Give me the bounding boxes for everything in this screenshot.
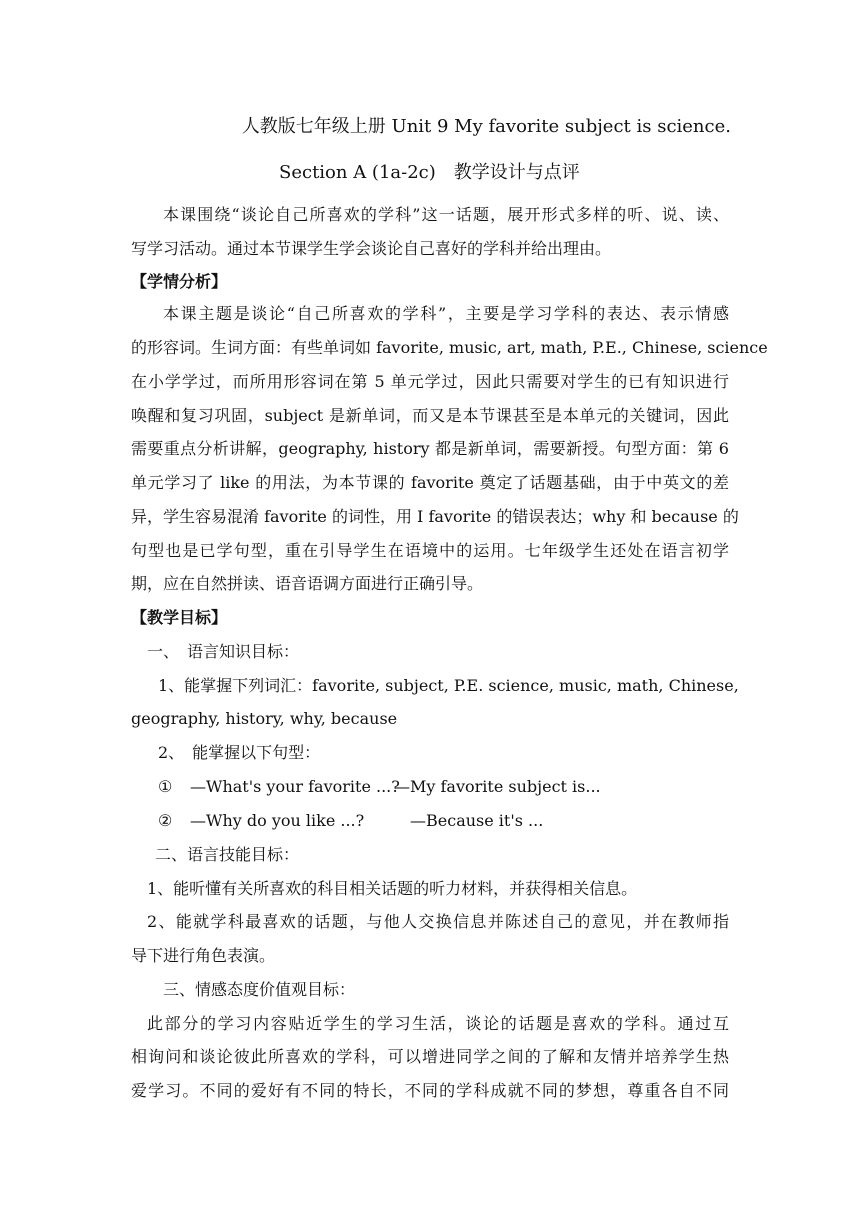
analysis-line-3: 在小学学过，而所用形容词在第 5 单元学过，因此只需要对学生的已有知识进行 [131, 372, 729, 391]
goal3-line-3: 爱学习。不同的爱好有不同的特长，不同的学科成就不同的梦想，尊重各自不同 [131, 1081, 729, 1100]
intro-line-2: 写学习活动。通过本节课学生学会谈论自己喜好的学科并给出理由。 [131, 239, 612, 258]
goal2-item-2-line-2: 导下进行角色表演。 [131, 946, 276, 965]
goal3-line-2: 相询问和谈论彼此所喜欢的学科，可以增进同学之间的了解和友情并培养学生热 [131, 1047, 729, 1066]
analysis-line-2: 的形容词。生词方面：有些单词如 favorite, music, art, math, P.E., Chinese, science [131, 338, 768, 357]
goal1-title: 一、 语言知识目标： [147, 642, 300, 661]
intro-line-1: 本课围绕“谈论自己所喜欢的学科”这一话题，展开形式多样的听、说、读、 [163, 205, 729, 224]
analysis-line-8: 句型也是已学句型，重在引导学生在语境中的运用。七年级学生还处在语言初学 [131, 541, 729, 560]
sentence1-number: ① [158, 777, 173, 796]
heading-student-analysis: 【学情分析】 [131, 272, 228, 291]
analysis-line-9: 期，应在自然拼读、语音语调方面进行正确引导。 [131, 574, 484, 593]
sentence2-question: —Why do you like ...? [190, 811, 365, 830]
document-title: 人教版七年级上册 Unit 9 My favorite subject is science. [241, 116, 731, 137]
sentence1-answer: —My favorite subject is... [394, 777, 601, 796]
goal1-vocab-line-1: 1、能掌握下列词汇：favorite, subject, P.E. science, music, math, Chinese, [158, 676, 739, 695]
analysis-line-6: 单元学习了 like 的用法，为本节课的 favorite 奠定了话题基础，由于中英文的差 [131, 473, 729, 492]
sentence1-question: —What's your favorite ...? [190, 777, 400, 796]
goal2-title: 二、语言技能目标： [155, 845, 300, 864]
goal3-line-1: 此部分的学习内容贴近学生的学习生活，谈论的话题是喜欢的学科。通过互 [147, 1014, 729, 1033]
document-subtitle: Section A (1a-2c) 教学设计与点评 [279, 162, 580, 183]
analysis-line-5: 需要重点分析讲解，geography, history 都是新单词，需要新授。句型方面：第 6 [131, 439, 729, 458]
analysis-line-7: 异，学生容易混淆 favorite 的词性，用 I favorite 的错误表达；why 和 because 的 [131, 507, 739, 526]
heading-teaching-goals: 【教学目标】 [131, 608, 228, 627]
analysis-line-4: 唤醒和复习巩固，subject 是新单词，而又是本节课甚至是本单元的关键词，因此 [131, 406, 729, 425]
sentence2-number: ② [158, 811, 173, 830]
goal3-title: 三、情感态度价值观目标： [163, 980, 356, 999]
sentence2-answer: —Because it's ... [410, 811, 544, 830]
analysis-line-1: 本课主题是谈论“自己所喜欢的学科”，主要是学习学科的表达、表示情感 [163, 304, 729, 323]
goal1-vocab-line-2: geography, history, why, because [131, 709, 398, 728]
goal1-sentence-title: 2、 能掌握以下句型： [158, 743, 321, 762]
goal2-item-1: 1、能听懂有关所喜欢的科目相关话题的听力材料，并获得相关信息。 [147, 879, 638, 898]
goal2-item-2-line-1: 2、能就学科最喜欢的话题，与他人交换信息并陈述自己的意见，并在教师指 [147, 912, 729, 931]
